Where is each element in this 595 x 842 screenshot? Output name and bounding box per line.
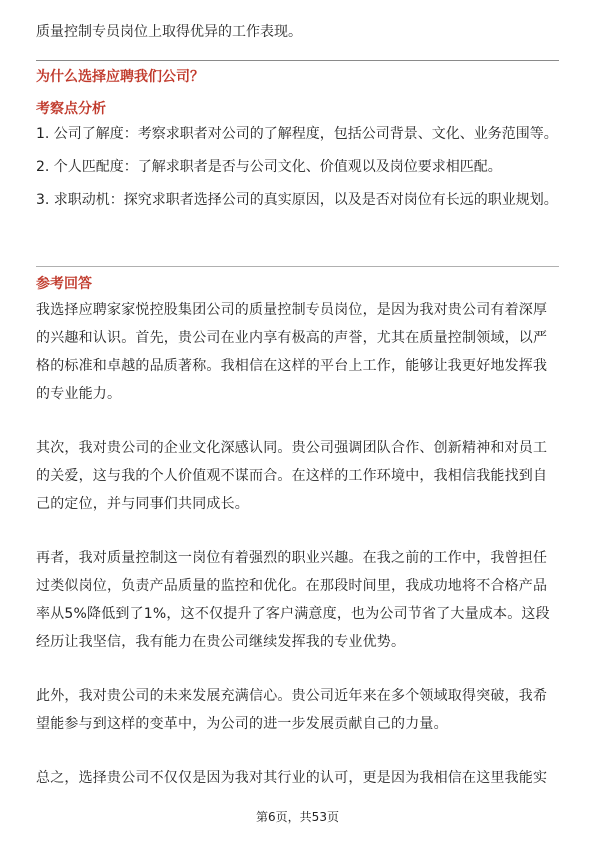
answer-paragraph: 我选择应聘家家悦控股集团公司的质量控制专员岗位，是因为我对贵公司有着深厚的兴趣和认识。首先，贵公司在业内享有极高的声誉，尤其在质量控制领域，以严格的标准和卓越的品质著称。我相信在这样的平台上工作，能够让我更好地发挥我的专业能力。 [36, 302, 548, 402]
page-number: 第6页，共53页 [256, 810, 339, 824]
question-title: 为什么选择应聘我们公司？ [36, 69, 204, 85]
analysis-list [36, 120, 559, 214]
intro-line: 质量控制专员岗位上取得优异的工作表现。 [36, 24, 302, 40]
analysis-title: 考察点分析 [36, 101, 106, 117]
analysis-item-3: 3. 求职动机：探究求职者选择公司的真实原因，以及是否对岗位有长远的职业规划。 [36, 192, 558, 208]
answer-paragraph: 其次，我对贵公司的企业文化深感认同。贵公司强调团队合作、创新精神和对员工的关爱，这与我的个人价值观不谋而合。在这样的工作环境中，我相信我能找到自己的定位，并与同事们共同成长。 [36, 440, 548, 512]
section-divider [36, 60, 559, 61]
analysis-item-2: 2. 个人匹配度：了解求职者是否与公司文化、价值观以及岗位要求相匹配。 [36, 159, 502, 175]
answer-title: 参考回答 [36, 276, 92, 292]
answer-paragraph: 再者，我对质量控制这一岗位有着强烈的职业兴趣。在我之前的工作中，我曾担任过类似岗位，负责产品质量的监控和优化。在那段时间里，我成功地将不合格产品率从5%降低到了1%，这不仅提升了客户满意度，也为公司节省了大量成本。这段经历让我坚信，我有能力在贵公司继续发挥我的专业优势。 [36, 550, 550, 650]
answer-paragraph: 总之，选择贵公司不仅仅是因为我对其行业的认可，更是因为我相信在这里我能实 [36, 770, 548, 786]
answer-divider [36, 266, 559, 267]
answer-paragraph: 此外，我对贵公司的未来发展充满信心。贵公司近年来在多个领域取得突破，我希望能参与到这样的变革中，为公司的进一步发展贡献自己的力量。 [36, 688, 548, 732]
answer-body [36, 296, 559, 818]
analysis-item-1: 1. 公司了解度：考察求职者对公司的了解程度，包括公司背景、文化、业务范围等。 [36, 126, 558, 142]
